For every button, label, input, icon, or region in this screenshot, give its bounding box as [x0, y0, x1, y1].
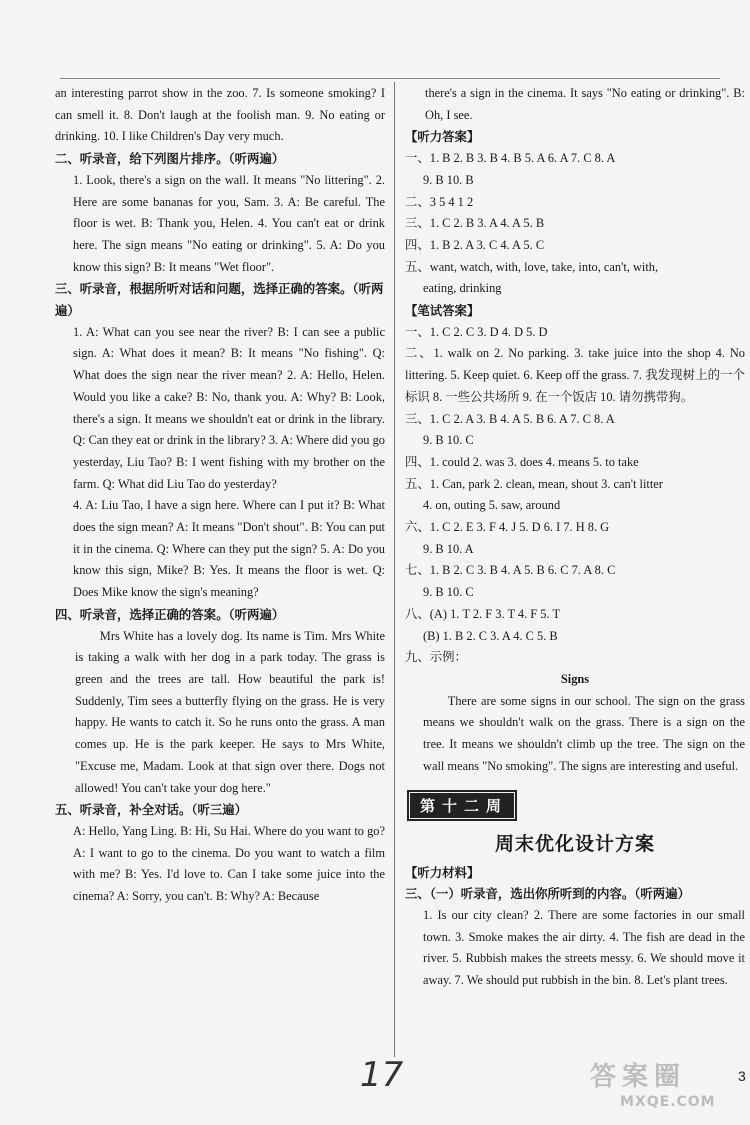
answer-row: 六、1. C 2. E 3. F 4. J 5. D 6. I 7. H 8. G: [405, 520, 610, 535]
week-label-box: [407, 790, 517, 821]
answer-key: [405, 83, 745, 778]
listening-material: [405, 862, 745, 992]
text-paragraph: Mrs White has a lovely dog. Its name is Tim. Mrs White is taking a walk with her dog in a park today. The grass is green and the trees are tall. How beautiful the park is! Suddenly, Tim sees a butterfly flying on the grass. He is very happy. He wants to catch it. So he runs onto the grass. A man comes up. He is the park keeper. He says to Mrs White, "Excuse me, Madam. Look at that sign over there. Dogs not allowed! You can't take your dog here.": [75, 628, 385, 795]
answer-row: 三、1. C 2. A 3. B 4. A 5. B 6. A 7. C 8. A: [405, 411, 615, 426]
section-heading: 【笔试答案】: [405, 303, 480, 319]
text-paragraph: There are some signs in our school. The sign on the grass means we shouldn't walk on the grass. There is a sign on the tree. It means we shouldn't climb up the tree. The sign on the wall means "No smoking". The signs are interesting and useful.: [423, 693, 745, 773]
text-paragraph: 4. A: Liu Tao, I have a sign here. Where can I put it? B: What does the sign mean? A: It means "Don't shout". B: You can put it in the cinema. Q: Where can they put the sign? 5. A: Do you know this sign, Mike? B: Yes. It means the floor is wet. Q: Does Mike know the sign's meaning?: [73, 498, 385, 600]
handwritten-number: 17: [360, 1055, 404, 1095]
answer-row: (B) 1. B 2. C 3. A 4. C 5. B: [423, 628, 558, 643]
left-column: [55, 83, 385, 908]
answer-row: 9. B 10. A: [423, 541, 474, 556]
plan-title: 周末优化设计方案: [494, 832, 655, 855]
answer-row: 4. on, outing 5. saw, around: [423, 498, 561, 513]
column-divider: [394, 82, 395, 1057]
answer-row: 七、1. B 2. C 3. B 4. A 5. B 6. C 7. A 8. C: [405, 563, 616, 578]
section-heading: 【听力答案】: [405, 129, 480, 145]
answer-row: 九、示例：: [405, 650, 467, 665]
section-heading: 【听力材料】: [405, 864, 480, 880]
watermark-url: MXQE.COM: [620, 1094, 716, 1110]
answer-row: 二、3 5 4 1 2: [405, 194, 474, 209]
section-heading: 二、听录音，给下列图片排序。（听两遍）: [55, 151, 285, 167]
answer-row: 9. B 10. C: [423, 433, 474, 448]
section-heading: 三、听录音，根据所听对话和问题，选择正确的答案。（听两遍）: [55, 281, 384, 319]
answer-row: 四、1. could 2. was 3. does 4. means 5. to take: [405, 454, 639, 469]
answer-row: 一、1. B 2. B 3. B 4. B 5. A 6. A 7. C 8. A: [405, 151, 616, 166]
answer-row: 9. B 10. C: [423, 585, 474, 600]
answer-row: 9. B 10. B: [423, 172, 474, 187]
essay-title: Signs: [560, 671, 590, 686]
top-rule: [60, 78, 720, 79]
section-heading: 三、（一）听录音，选出你所听到的内容。（听两遍）: [405, 886, 690, 902]
answer-row: 五、want, watch, with, love, take, into, can't, with,: [405, 259, 659, 274]
answer-row: eating, drinking: [423, 281, 502, 296]
watermark-text: 答案圈: [590, 1062, 687, 1092]
text-paragraph: an interesting parrot show in the zoo. 7. Is someone smoking? I can smell it. 8. Don't laugh at the foolish man. 9. No eating or drinking. 10. I like Children's Day very much.: [55, 86, 385, 144]
section-heading: 四、听录音，选择正确的答案。（听两遍）: [55, 606, 285, 622]
right-column: [405, 83, 745, 992]
week-label: 第十二周: [410, 793, 514, 818]
section-heading: 五、听录音，补全对话。（听三遍）: [55, 802, 248, 818]
answer-row: 四、1. B 2. A 3. C 4. A 5. C: [405, 237, 545, 252]
text-paragraph: 1. Look, there's a sign on the wall. It means "No littering". 2. Here are some bananas for you, Sam. 3. A: Be careful. The floor is wet. B: Thank you, Helen. 4. You can't eat or drink here. The sign means "No eating or drinking". 5. A: Do you know this sign? B: It means "Wet floor".: [73, 172, 385, 274]
answer-row: 三、1. C 2. B 3. A 4. A 5. B: [405, 216, 545, 231]
watermark-logo: [590, 1062, 750, 1122]
answer-row: 五、1. Can, park 2. clean, mean, shout 3. can't litter: [405, 476, 663, 491]
answer-row: 一、1. C 2. C 3. D 4. D 5. D: [405, 324, 548, 339]
answer-row: 八、(A) 1. T 2. F 3. T 4. F 5. T: [405, 606, 561, 621]
text-paragraph: there's a sign in the cinema. It says "No eating or drinking". B: Oh, I see.: [425, 86, 745, 122]
text-paragraph: 1. A: What can you see near the river? B: I can see a public sign. A: What does it mean? B: It means "No fishing". Q: What does the sign near the river mean? 2. A: Hello, Helen. Would you like a cake? B: No, thank you. A: Why? B: Look, there's a sign. It means we shouldn't eat or drink in the library. Q: Can they eat or drink in the library? 3. A: Where did you go yesterday, Liu Tao? B: I went fishing with my brother on the farm. Q: What did Liu Tao do yesterday?: [73, 324, 385, 491]
text-paragraph: 二、1. walk on 2. No parking. 3. take juice into the shop 4. No littering. 5. Keep quiet. 6. Keep off the grass. 7. 我发现树上的一个标识 8. 一些公共场所 9. 在一个饭店 10. 请勿携带狗。: [405, 346, 745, 404]
text-paragraph: A: Hello, Yang Ling. B: Hi, Su Hai. Where do you want to go? A: I want to go to the cinema. Do you want to watch a film with me? B: Yes. I'd love to. Can I take some juice into the cinema? A: Sorry, you can't. B: Why? A: Because: [73, 823, 385, 904]
page-number: 3: [738, 1068, 746, 1084]
text-paragraph: 1. Is our city clean? 2. There are some factories in our small town. 3. Smoke makes the air dirty. 4. The fish are dead in the river. 5. Rubbish makes the streets messy. 6. We should move it away. 7. We should put rubbish in the bin. 8. Let's plant trees.: [423, 907, 745, 988]
